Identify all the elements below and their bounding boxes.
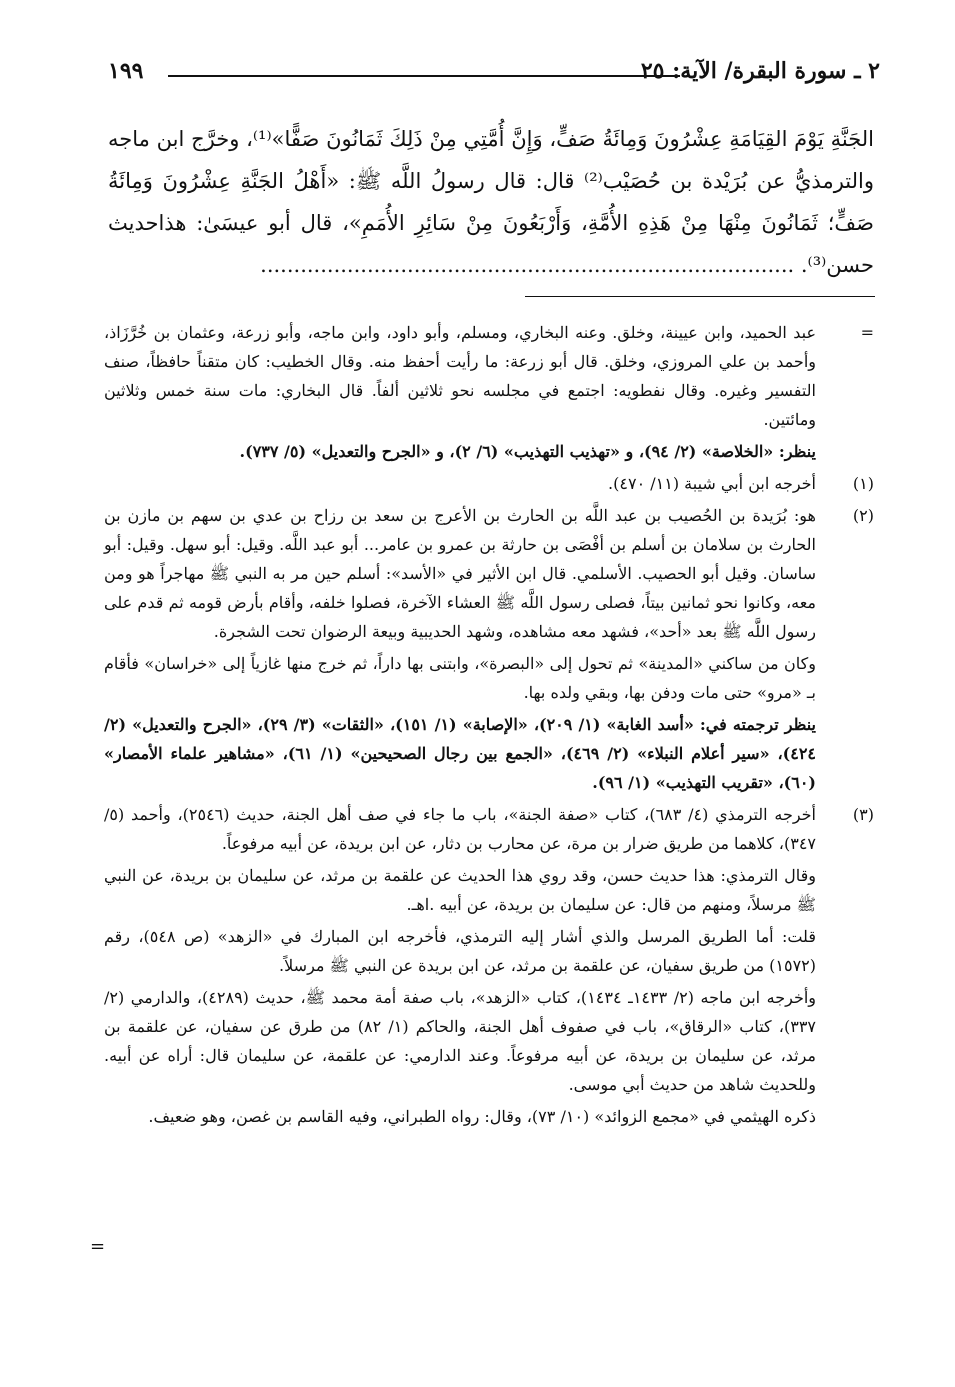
footnote-2 (104, 501, 876, 800)
footnote-body (104, 501, 816, 800)
page-number: ١٩٩ (108, 58, 144, 84)
footnote-separator (525, 296, 875, 297)
footnote-body (104, 318, 816, 469)
page-header (108, 58, 880, 94)
footnote-paragraph: وقال الترمذي: هذا حديث حسن، وقد روي هذا الحديث عن علقمة بن مرثد، عن سليمان بن بريدة، عن النبي ﷺ مرسلاً، ومنهم من قال: عن سليمان بن بريدة، عن أبيه .اهـ. (104, 866, 816, 914)
footnote-paragraph: أخرجه ابن أبي شيبة (١١/ ٤٧٠). (608, 474, 816, 493)
footnote-body (104, 469, 816, 501)
running-title: ٢ ـ سورة البقرة/ الآية: ٢٥ (640, 58, 880, 84)
footnote-body (104, 800, 816, 1134)
leader-dots: ................................................................................ (260, 253, 795, 277)
footnote-mark: (٢) (852, 506, 874, 525)
footnote-paragraph: هو: بُرَيدة بن الحُصيب بن عبد اللَّه بن الحارث بن الأعرج بن سعد بن رزاح بن عدي بن سهم بن مازن بن الحارث بن سلامان بن أسلم بن أفْصَى بن حارثة بن عمرو بن عامر... أبو عبد اللَّه. وقيل: أبو سهل. وقيل: أبو ساسان. وقيل أبو الحصيب. الأسلمي. قال ابن الأثير في «الأسد»: أسلم حين مر به النبي ﷺ مهاجراً هو ومن معه، وكانوا نحو ثمانين بيتاً، فصلى رسول اللَّه ﷺ العشاء الآخرة، فصلوا خلفه، وأقام بأرض قومه ثم قدم على رسول اللَّه ﷺ بعد «أحد»، فشهد معه مشاهده، وشهد الحديبية وبيعة الرضوان تحت الشجرة. (104, 506, 816, 641)
footnote-mark: = (860, 323, 874, 342)
footnote-paragraph: عبد الحميد، وابن عيينة، وخلق. وعنه البخاري، ومسلم، وأبو داود، وابن ماجه، وأبو زرعة، وعثمان بن خُرَّزَاذ، وأحمد بن علي المروزي، وخلق. قال أبو زرعة: ما رأيت أحفظ منه. وقال الخطيب: كان متقناً حافظاً، صنف التفسير وغيره. وقال نفطويه: اجتمع في مجلسه نحو ثلاثين ألفاً. قال البخاري: مات سنة خمس وثلاثين ومائتين. (104, 323, 816, 429)
footnote-paragraph: ينظر ترجمته في: «أسد الغابة» (١/ ٢٠٩)، «الإصابة» (١/ ١٥١)، «الثقات» (٣/ ٢٩)، «الجرح والتعديل» (٢/ ٤٢٤)، «سير أعلام النبلاء» (٢/ ٤٦٩)، «الجمع بين رجال الصحيحين» (١/ ٦١)، «مشاهير علماء الأمصار» (٦٠)، «تقريب التهذيب» (١/ ٩٦). (104, 715, 817, 792)
footnote-paragraph: أخرجه الترمذي (٤/ ٦٨٣)، كتاب «صفة الجنة»، باب ما جاء في صف أهل الجنة، حديث (٢٥٤٦)، وأحمد (٥/ ٣٤٧)، كلاهما من طريق ضرار بن مرة، عن محارب بن دثار، عن ابن بريدة، عن أبيه مرفوعاً. (104, 805, 816, 853)
footnote-mark: (١) (852, 474, 874, 493)
footnote-1 (104, 469, 876, 501)
footnote-paragraph: قلت: أما الطريق المرسل والذي أشار إليه الترمذي، فأخرجه ابن المبارك في «الزهد» (ص ٥٤٨)، رقم (١٥٧٢) من طريق سفيان، عن علقمة بن مرثد، عن ابن بريدة عن النبي ﷺ مرسلاً. (104, 927, 816, 975)
footnote-paragraph: ذكره الهيثمي في «مجمع الزوائد» (١٠/ ٧٣)، وقال: رواه الطبراني، وفيه القاسم بن غصن، وهو ضعيف. (148, 1107, 816, 1126)
main-paragraph-text: الجَنَّةِ يَوْمَ القِيَامَةِ عِشْرُونَ وَمِائَةُ صَفٍّ، وَإِنَّ أُمَّتِي مِنْ ذَلِكَ ثَمَانُونَ صَفًّا»⁽¹⁾، وخرَّج ابن ماجه والترمذيُّ عن بُرَيْدة بن حُصَيْب⁽²⁾ قال: قال رسولُ اللَّه ﷺ: «أَهْلُ الجَنَّةِ عِشْرُونَ وَمِائَةُ صَفٍّ؛ ثَمَانُونَ مِنْهَا مِنْ هَذِهِ الأُمَّةِ، وَأَرْبَعُونَ مِنْ سَائِرِ الأُمَمِ»، قال أبو عيسَىٰ: هذاحديث حسن⁽³⁾. (108, 127, 875, 277)
main-paragraph (108, 118, 874, 286)
footnotes (104, 318, 876, 1134)
footnote-3 (104, 800, 876, 1134)
footnote-paragraph: وكان من ساكني «المدينة» ثم تحول إلى «البصرة»، وابتنى بها داراً، ثم خرج منها غازياً إلى «خراسان» فأقام بـ «مرو» حتى مات ودفن بها، وبقي ولده بها. (104, 654, 816, 702)
footnote-continuation (104, 318, 876, 469)
footnote-paragraph: وأخرجه ابن ماجه (٢/ ١٤٣٣ـ ١٤٣٤)، كتاب «الزهد»، باب صفة أمة محمد ﷺ، حديث (٤٢٨٩)، والدارمي (٢/ ٣٣٧)، كتاب «الرقاق»، باب في صفوف أهل الجنة، والحاكم (١/ ٨٢) من طرق عن سفيان، عن علقمة بن مرثد، عن سليمان بن بريدة، عن أبيه مرفوعاً. وعند الدارمي: عن علقمة، عن سليمان قال: أراه عن أبيه. وللحديث شاهد من حديث أبي موسى. (104, 988, 817, 1094)
main-text (108, 118, 874, 286)
footnote-paragraph: ينظر: «الخلاصة» (٢/ ٩٤)، و «تهذيب التهذيب» (٦/ ٢)، و «الجرح والتعديل» (٥/ ٧٣٧). (239, 442, 816, 461)
footnote-mark: (٣) (852, 805, 874, 824)
continues-mark: = (90, 1236, 106, 1257)
header-rule (168, 75, 680, 77)
